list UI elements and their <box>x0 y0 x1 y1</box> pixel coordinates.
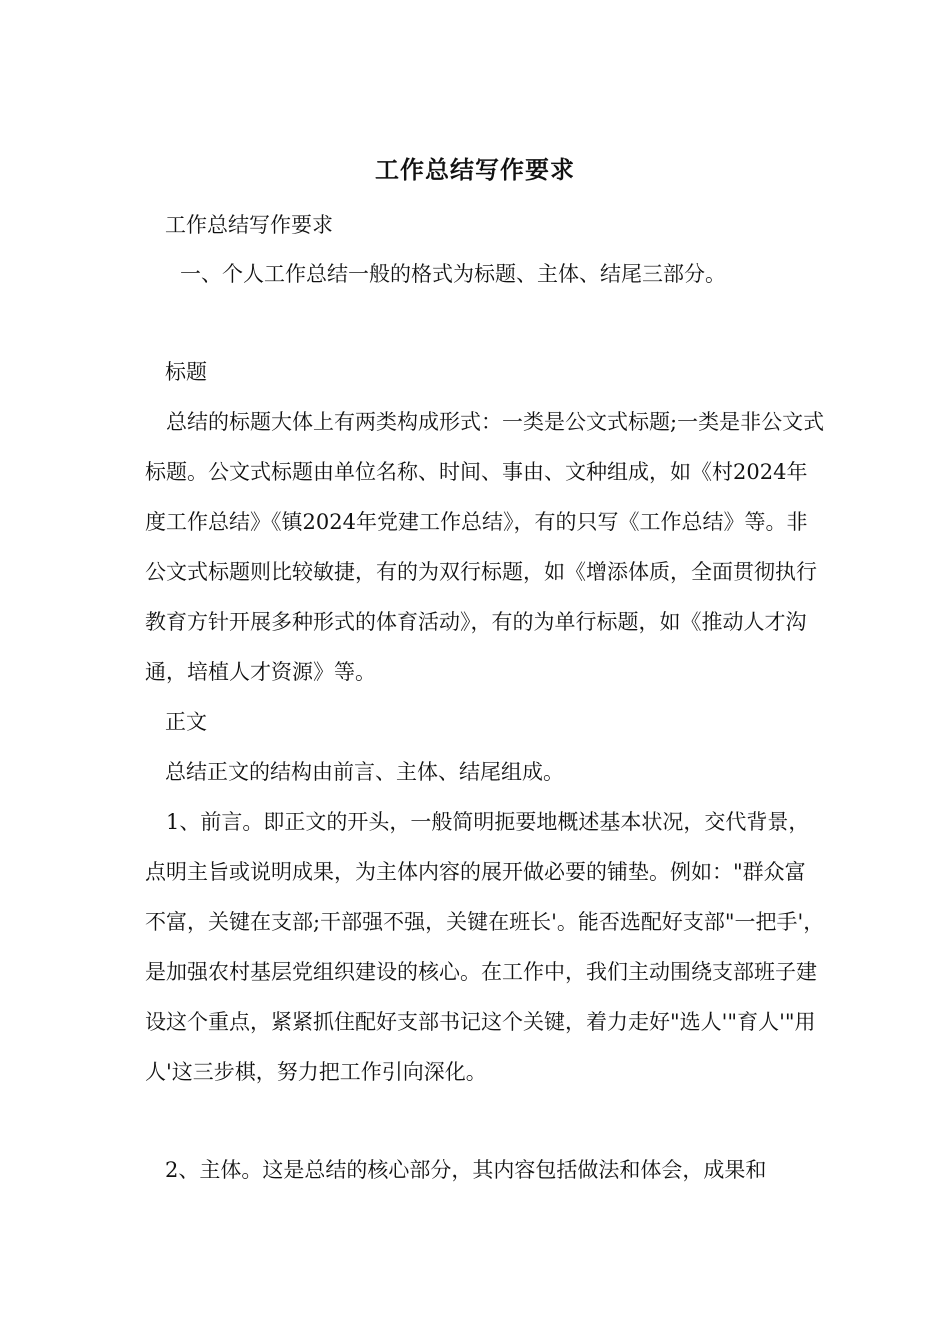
heading-body: 正文 <box>165 710 207 734</box>
section-one-heading: 一、个人工作总结一般的格式为标题、主体、结尾三部分。 <box>180 262 726 286</box>
body-intro: 总结正文的结构由前言、主体、结尾组成。 <box>165 760 564 784</box>
heading-title: 标题 <box>165 360 207 384</box>
title-paragraph: 总结的标题大体上有两类构成形式：一类是公文式标题;一类是非公文式标题。公文式标题由单位名称、时间、事由、文种组成，如《村2024年度工作总结》《镇2024年党建工作总结》，有的只写《工作总结》等。非公文式标题则比较敏捷，有的为双行标题，如《增添体质，全面贯彻执行教育方针开展多种形式的体育活动》，有的为单行标题，如《推动人才沟通，培植人才资源》等。 <box>145 410 825 684</box>
main-paragraph: 2、主体。这是总结的核心部分，其内容包括做法和体会，成果和 <box>165 1158 767 1182</box>
subtitle: 工作总结写作要求 <box>165 213 333 237</box>
document-title: 工作总结写作要求 <box>375 155 575 184</box>
preface-paragraph: 1、前言。即正文的开头，一般简明扼要地概述基本状况，交代背景，点明主旨或说明成果，为主体内容的展开做必要的铺垫。例如："群众富不富，关键在支部;干部强不强，关键在班长'。能否选配好支部"一把手'，是加强农村基层党组织建设的核心。在工作中，我们主动围绕支部班子建设这个重点，紧紧抓住配好支部书记这个关键，着力走好"选人'"育人'"用人'这三步棋，努力把工作引向深化。 <box>145 810 825 1084</box>
